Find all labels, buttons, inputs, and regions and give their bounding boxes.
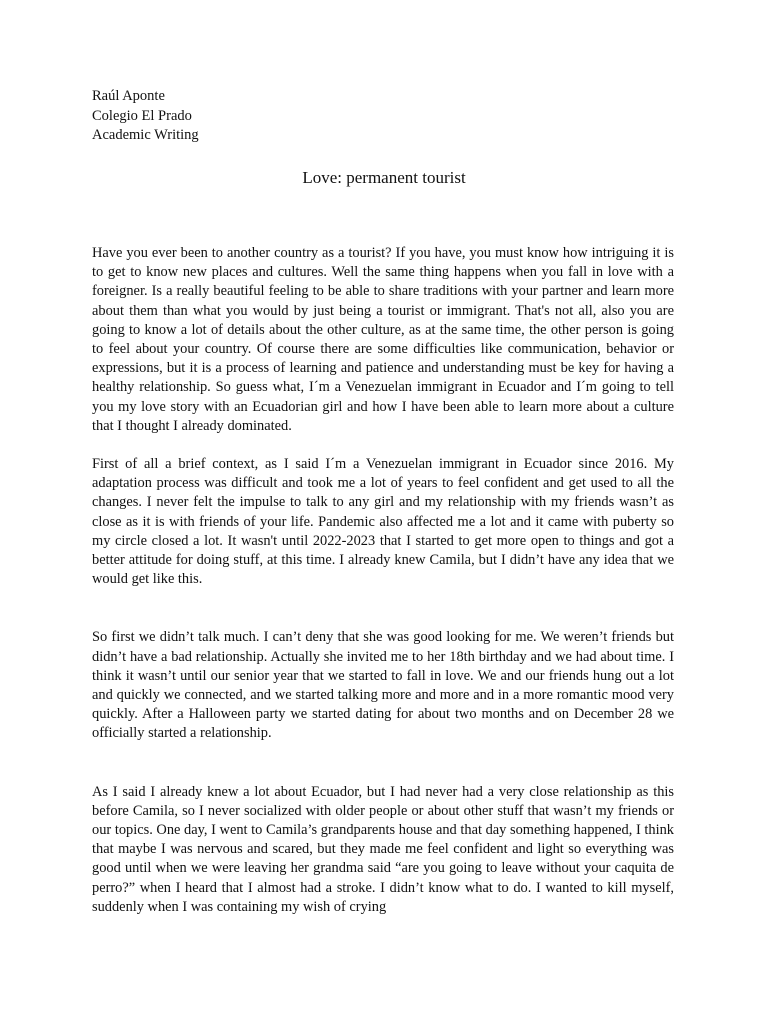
document-header bbox=[92, 87, 199, 146]
paragraph-context: First of all a brief context, as I said I´m a Venezuelan immigrant in Ecuador since 2016. My adaptation process was difficult and took me a lot of years to feel confident and get used to all the changes. I never felt the impulse to talk to any girl and my relationship with my friends wasn’t as close as it is with friends of your life. Pandemic also affected me a lot and it came with puberty so my circle closed a lot. It wasn't until 2022-2023 that I started to get more open to things and got a better attitude for doing stuff, at this time. I already knew Camila, but I didn’t have any idea that we would get like this. bbox=[92, 456, 674, 588]
essay-body bbox=[92, 244, 674, 917]
school-name: Colegio El Prado bbox=[92, 107, 192, 124]
essay-title: Love: permanent tourist bbox=[302, 168, 466, 187]
author-name: Raúl Aponte bbox=[92, 88, 165, 104]
paragraph-intro: Have you ever been to another country as a tourist? If you have, you must know how intriguing it is to get to know new places and cultures. Well the same thing happens when you fall in love with a foreigner. Is a really beautiful feeling to be able to share traditions with your partner and learn more about them than what you would by just being a tourist or immigrant. That's not all, also you are going to know a lot of details about the other culture, as at the same time, the other person is going to feel about your country. Of course there are some difficulties like communication, behavior or expressions, but it is a process of learning and patience and understanding must be key for having a healthy relationship. So guess what, I´m a Venezuelan immigrant in Ecuador and I´m going to tell you my love story with an Ecuadorian girl and how I have been able to learn more about a culture that I thought I already dominated. bbox=[92, 245, 674, 434]
paragraph-meeting: So first we didn’t talk much. I can’t deny that she was good looking for me. We weren’t friends but didn’t have a bad relationship. Actually she invited me to her 18th birthday and we had about time. I think it wasn’t until our senior year that we started to fall in love. We and our friends hung out a lot and quickly we connected, and we started talking more and more and in a more romantic mood very quickly. After a Halloween party we started dating for about two months and on December 28 we officially started a relationship. bbox=[92, 629, 674, 742]
paragraph-grandparents: As I said I already knew a lot about Ecuador, but I had never had a very close relationship as this before Camila, so I never socialized with older people or about other stuff that wasn’t my friends or our topics. One day, I went to Camila’s grandparents house and that day something happened, I think that maybe I was nervous and scared, but they made me feel confident and light so everything was good until when we were leaving her grandma said “are you going to leave without your caquita de perro?” when I heard that I almost had a stroke. I didn’t know what to do. I wanted to kill myself, suddenly when I was containing my wish of crying bbox=[92, 783, 674, 915]
course-name: Academic Writing bbox=[92, 127, 199, 143]
